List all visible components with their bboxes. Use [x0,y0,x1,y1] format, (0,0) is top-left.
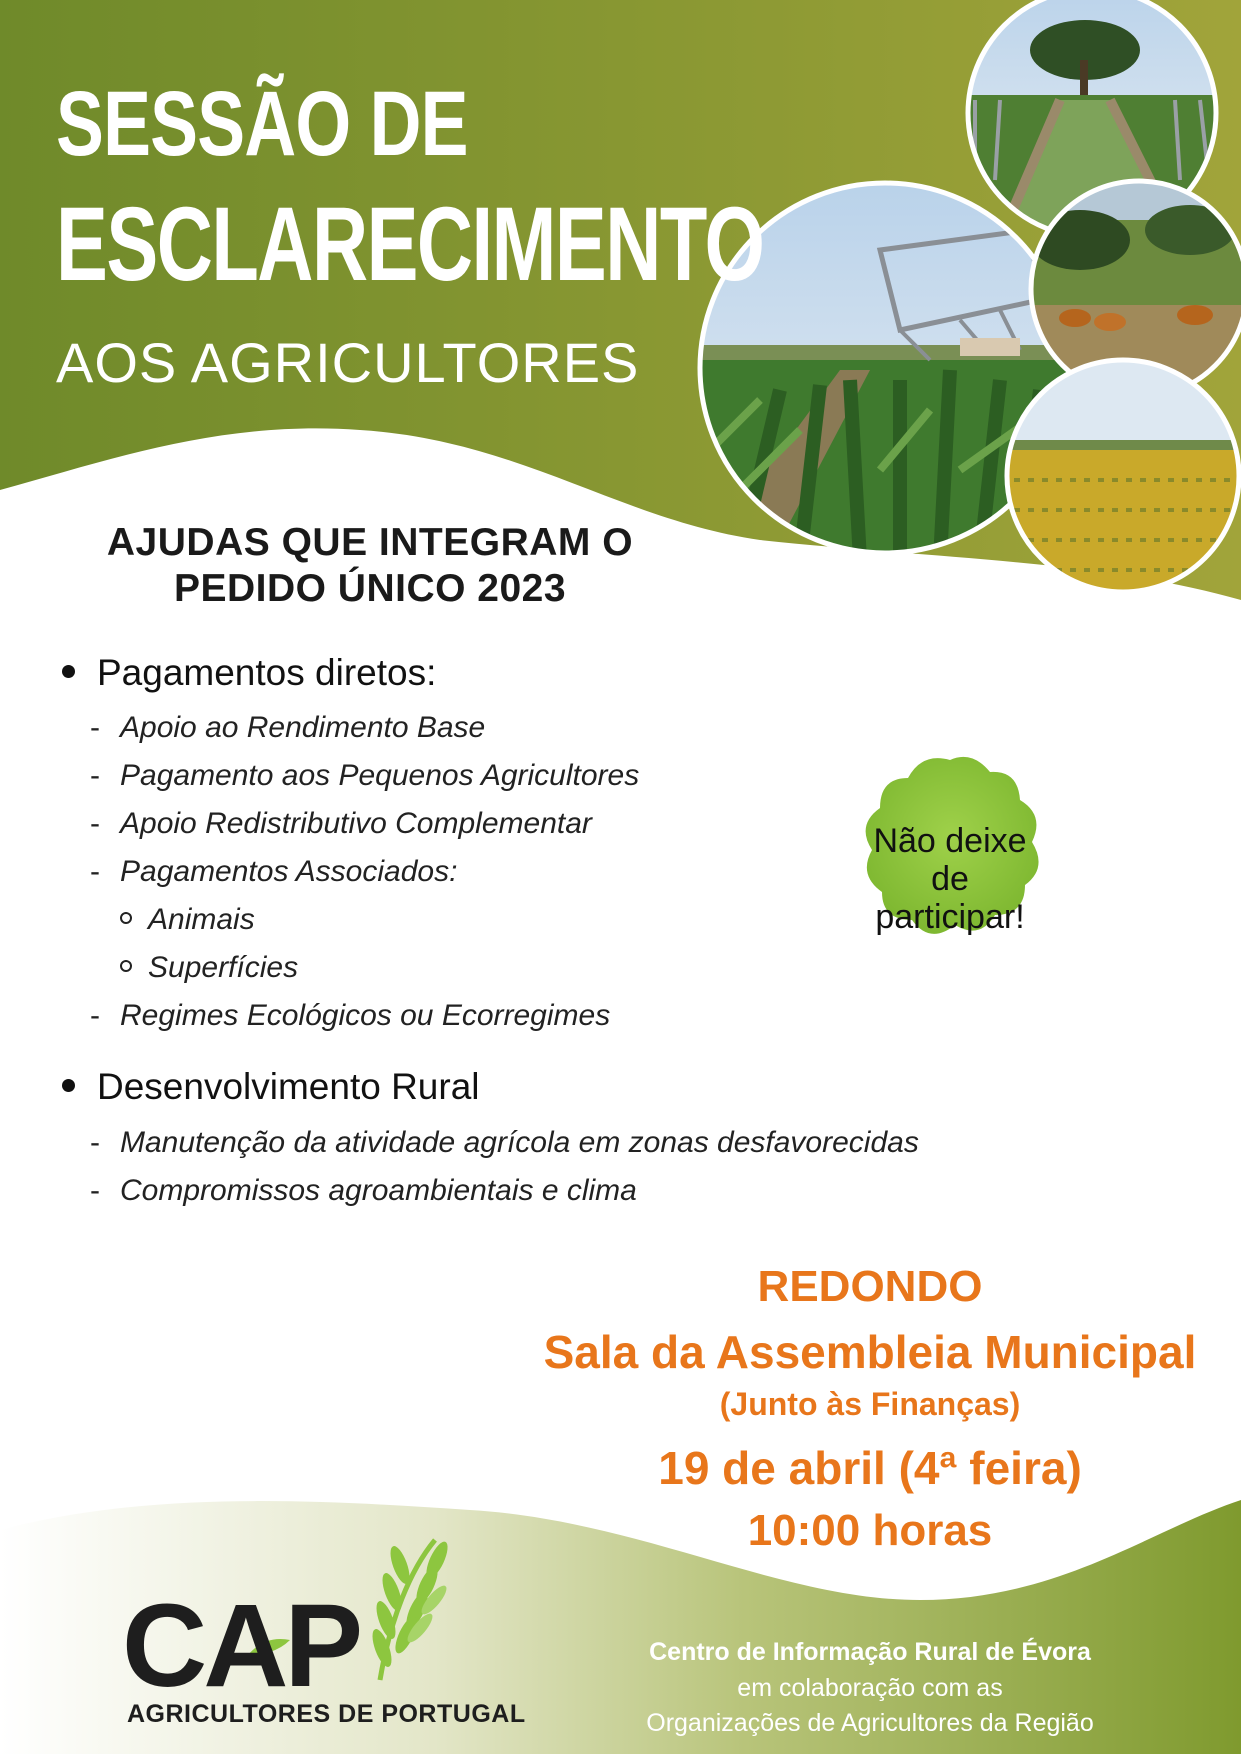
bullet-label: Desenvolvimento Rural [97,1066,480,1107]
cap-tagline: AGRICULTORES DE PORTUGAL [127,1700,526,1728]
dash: - [90,1174,100,1207]
bullet-direct-payments [62,652,436,694]
sub-list-item [120,903,255,937]
footer-line-3: Organizações de Agricultores da Região [646,1709,1094,1737]
sub-list-item-text: Animais [148,903,255,936]
list-item [90,807,592,841]
section-heading-line-2: PEDIDO ÚNICO 2023 [173,567,567,610]
title-line-2: ESCLARECIMENTO [56,186,764,303]
cap-logo: CAP [122,1580,360,1712]
event-date: 19 de abril (4ª feira) [658,1442,1082,1494]
section-heading-line-1: AJUDAS QUE INTEGRAM O [106,521,634,564]
badge-text [830,822,1070,936]
bullet-rural-development [62,1066,480,1108]
ring-bullet [120,912,132,924]
list-item-text: Compromissos agroambientais e clima [120,1174,637,1207]
list-item-text: Pagamentos Associados: [120,855,458,888]
title-line-1: SESSÃO DE [56,73,468,175]
dash: - [90,759,100,792]
list-item [90,759,639,793]
list-item-text: Pagamento aos Pequenos Agricultores [120,759,640,792]
list-item [90,711,485,745]
bullet-label: Pagamentos diretos: [97,652,437,693]
badge-line-2: de [931,860,969,898]
event-venue-note: (Junto às Finanças) [719,1386,1021,1422]
footer-line-1: Centro de Informação Rural de Évora [649,1638,1091,1666]
badge-line-3: participar! [875,898,1025,936]
dash: - [90,999,100,1032]
list-item-text: Apoio ao Rendimento Base [120,711,486,744]
list-item-text: Apoio Redistributivo Complementar [120,807,592,840]
list-item [90,1174,637,1208]
list-item [90,855,457,889]
event-location: REDONDO [757,1262,983,1311]
sub-list-item [120,951,298,985]
dash: - [90,711,100,744]
list-item-text: Manutenção da atividade agrícola em zonas desfavorecidas [120,1126,919,1159]
list-item [90,999,610,1033]
list-item [90,1126,919,1160]
event-venue: Sala da Assembleia Municipal [543,1326,1197,1378]
sub-list-item-text: Superfícies [148,951,299,984]
footer-line-2: em colaboração com as [737,1674,1003,1702]
list-item-text: Regimes Ecológicos ou Ecorregimes [120,999,611,1032]
dash: - [90,855,100,888]
badge-line-1: Não deixe [873,822,1027,860]
dash: - [90,1126,100,1159]
bullet-dot [62,665,75,678]
section-heading [40,520,700,612]
bullet-dot [62,1079,75,1092]
event-time: 10:00 horas [747,1506,993,1555]
ring-bullet [120,960,132,972]
title-line-3: AOS AGRICULTORES [56,331,640,394]
dash: - [90,807,100,840]
